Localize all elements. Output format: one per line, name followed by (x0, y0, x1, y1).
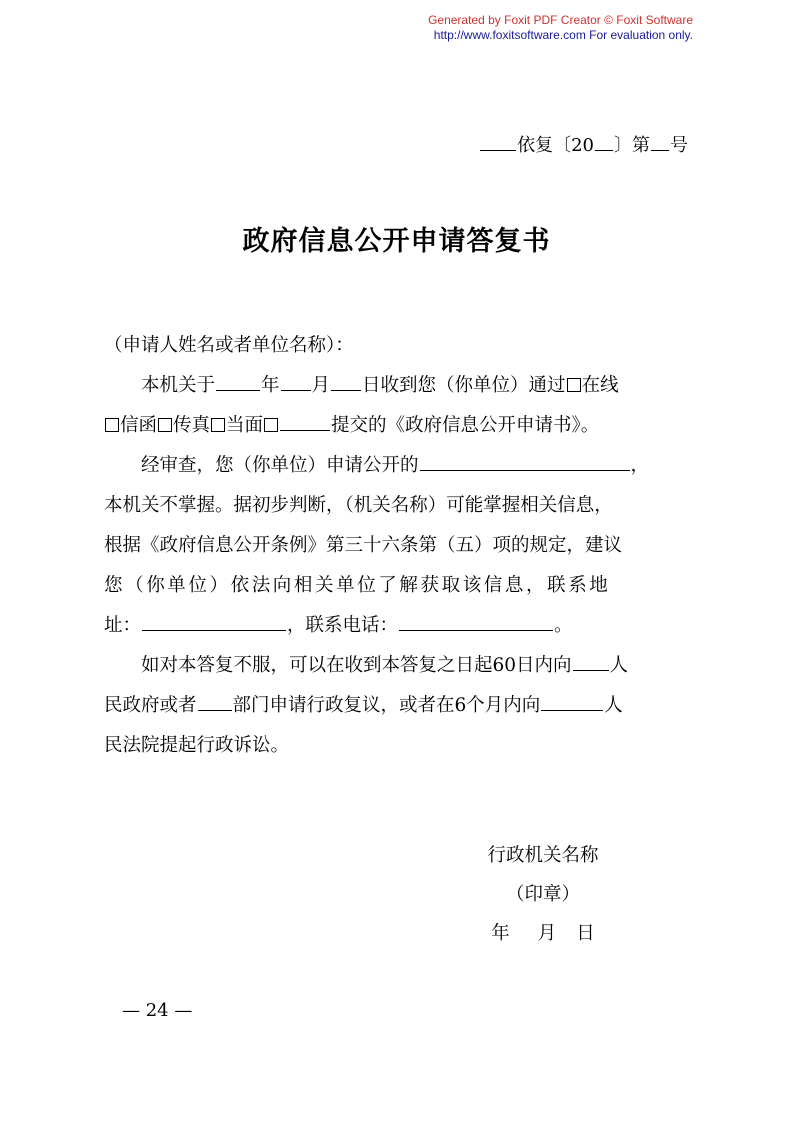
document-title: 政府信息公开申请答复书 (242, 226, 551, 257)
received-year-blank (216, 373, 260, 391)
paragraph-3-line-2 (104, 686, 690, 726)
addressee-line (104, 326, 690, 366)
year-label: 年 (261, 375, 280, 396)
year-blank (595, 133, 613, 151)
address-blank (142, 613, 286, 631)
address-label: 址： (104, 615, 142, 636)
watermark-line-1: Generated by Foxit PDF Creator © Foxit Software (428, 13, 693, 27)
doc-number-prefix: 依复〔20 (517, 135, 594, 156)
appeal-text: 如对本答复不服，可以在收到本答复之日起60日内向 (141, 655, 572, 676)
date-month: 月 (537, 923, 557, 944)
requested-info-blank (420, 453, 630, 471)
letter-checkbox[interactable] (105, 418, 119, 432)
org-abbr-blank (480, 133, 516, 151)
received-month-blank (281, 373, 311, 391)
addressee: （申请人姓名或者单位名称）： (104, 335, 354, 356)
in-person-checkbox[interactable] (211, 418, 225, 432)
paragraph-1-line-1 (104, 366, 690, 406)
phone-blank (399, 613, 553, 631)
evaluation-watermark (360, 13, 693, 43)
review-text: 经审查，您（你单位）申请公开的 (141, 455, 419, 476)
department-blank (198, 693, 232, 711)
online-checkbox[interactable] (567, 378, 581, 392)
month-label: 月 (311, 375, 331, 396)
doc-number-suffix: 号 (670, 135, 688, 156)
court-prefix: 人 (604, 695, 623, 716)
paragraph-2-line-3: 根据《政府信息公开条例》第三十六条第（五）项的规定，建议 (104, 535, 623, 556)
paragraph-2-line-5 (104, 606, 690, 646)
review-comma: ， (630, 455, 650, 476)
online-label: 在线 (581, 375, 619, 396)
review-or-text: 部门申请行政复议，或者在6个月内向 (232, 695, 541, 716)
in-person-label: 当面 (226, 415, 264, 436)
page-number: — 24 — (122, 1000, 193, 1021)
other-method-checkbox[interactable] (264, 418, 278, 432)
watermark-line-2: http://www.foxitsoftware.com For evaluation only. (433, 28, 693, 42)
signature-seal: （印章） (505, 884, 580, 905)
paragraph-2-line-1 (104, 446, 690, 486)
date-year: 年 (491, 923, 510, 944)
paragraph-3-line-3: 民法院提起行政诉讼。 (104, 735, 290, 756)
document-number (479, 133, 688, 159)
government-blank (573, 653, 609, 671)
fax-label: 传真 (173, 415, 211, 436)
gov-or-text: 民政府或者 (104, 695, 197, 716)
paragraph-2-line-2: 本机关不掌握。据初步判断，（机关名称）可能掌握相关信息， (104, 495, 613, 516)
phone-label: ，联系电话： (287, 615, 399, 636)
other-method-blank (280, 413, 330, 431)
appeal-end: 人 (609, 655, 629, 676)
serial-blank (651, 133, 669, 151)
paragraph-2-line-4: 您（你单位）依法向相关单位了解获取该信息，联系地 (104, 575, 611, 596)
paragraph-3-line-1 (104, 646, 690, 686)
date-day: 日 (576, 923, 595, 944)
received-via-text: 日收到您（你单位）通过 (362, 375, 566, 396)
period: 。 (554, 615, 573, 636)
signature-org: 行政机关名称 (487, 845, 599, 866)
submitted-text: 提交的《政府信息公开申请书》。 (331, 415, 600, 436)
received-text: 本机关于 (141, 375, 216, 396)
letter-body (104, 326, 690, 766)
paragraph-1-line-2 (104, 406, 690, 446)
received-day-blank (331, 373, 361, 391)
signature-date (478, 916, 608, 952)
fax-checkbox[interactable] (158, 418, 172, 432)
letter-label: 信函 (120, 415, 158, 436)
doc-number-middle: 〕第 (614, 135, 650, 156)
court-blank (541, 693, 603, 711)
